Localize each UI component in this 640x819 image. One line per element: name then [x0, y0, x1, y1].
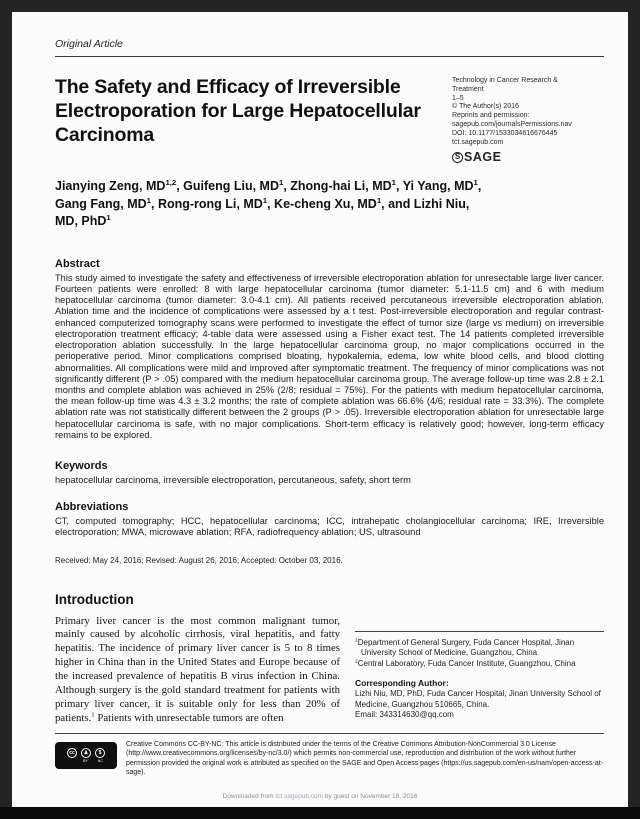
abbreviations-heading: Abbreviations [55, 501, 129, 514]
article-page [12, 12, 628, 807]
author: Rong-rong Li, $MD^1$, [157, 195, 275, 211]
affiliation-superscript: 1 [146, 195, 151, 205]
affiliation-superscript: 1 [262, 195, 268, 205]
cc-icon-row [67, 748, 105, 758]
cc-labels [83, 759, 103, 763]
cc-nc-dollar-icon: $ [95, 748, 105, 758]
sage-s-icon: S [452, 152, 463, 163]
two-column-body [55, 592, 604, 726]
keywords-text: hepatocellular carcinoma, irreversible electroporation, percutaneous, safety, short term [55, 474, 411, 485]
affiliation-superscript: 1 [106, 213, 111, 223]
creative-commons-badge [55, 742, 117, 769]
footnote-rule [355, 631, 604, 632]
citation-superscript: 1 [91, 711, 95, 719]
bottom-black-strip [0, 807, 640, 819]
footer-journal-link[interactable]: tct.sagepub.com [275, 793, 324, 800]
doi-line: DOI: 10.1177/1533034616676445 [452, 129, 558, 137]
sage-wordmark: SAGE [464, 150, 502, 165]
affiliation-superscript: 1 [391, 178, 396, 188]
license-text: Creative Commons CC-BY-NC: This article is distributed under the terms of the Creative Commons Attribution-NonCommercial 3.0 License (http://www.creativecommons.org/licenses/by-nc/3.0/) which permits non-commercial use, reproduction and distribution of the work without further permission provided the original work is attributed as specified on the SAGE and Open Access pages (https://us.sagepub.com/en-us/nam/open-access-at-sage). [126, 740, 604, 776]
journal-info-block [452, 75, 604, 163]
keywords-heading: Keywords [55, 459, 108, 472]
author: Yi Yang, $MD^1$, [402, 178, 482, 194]
download-footer [12, 793, 628, 800]
license-block [55, 740, 604, 778]
affiliation-item: $^2$Central Laboratory, Fuda Cancer Institute, Guangzhou, China [355, 658, 576, 668]
reprints-line: Reprints and permission: [452, 112, 530, 120]
sage-logo [452, 152, 604, 163]
author: Ke-cheng Xu, $MD^1$, [274, 195, 389, 211]
footer-text: by guest on November 18, 2016 [323, 793, 418, 800]
cc-nc-label: NC [97, 759, 103, 764]
author: and Lizhi Niu, MD, PhD$^1$ [55, 196, 470, 229]
article-type-label: Original Article [55, 38, 123, 50]
received-dates-line: Received: May 24, 2016; Revised: August 26, 2016; Accepted: October 03, 2016. [55, 555, 343, 565]
corresponding-author-email[interactable]: Email: 343314630@qq.com [355, 710, 454, 720]
affiliation-superscript: 1 [473, 178, 478, 188]
abbreviations-section [55, 501, 604, 538]
author: Guifeng Liu, $MD^1$, [183, 178, 291, 194]
corresponding-author-text: Lizhi Niu, MD, PhD, Fuda Cancer Hospital, Jinan University School of Medicine, Guangzhou 510665, China. [355, 688, 601, 709]
cc-by-label: BY [83, 759, 88, 764]
corresponding-author-heading: Corresponding Author: [355, 678, 449, 689]
footer-text: Downloaded from [222, 793, 276, 800]
cc-by-person-icon: ♟ [81, 748, 91, 758]
author: Zhong-hai Li, $MD^1$, [290, 178, 403, 194]
author: Gang Fang, $MD^1$, [55, 195, 158, 211]
introduction-paragraph: Primary liver cancer is the most common malignant tumor, mainly caused by alcoholic cirrhosis, viral hepatitis, and fatty hepatitis. The incidence of primary liver cancer is 5 to 8 times higher in China than in the United States and Europe because of the increased prevalence of hepatitis B virus infection in China. Although surgery is the gold standard treatment for patients with primary liver cancer, it is suitable only for less than 20% of patients.$^1$ Patients with unresectable tumors are often [55, 614, 340, 724]
introduction-heading: Introduction [55, 591, 134, 607]
affiliation-item: $^1$Department of General Surgery, Fuda Cancer Hospital, Jinan University School of Medicine, Guangzhou, China [355, 637, 575, 658]
copyright-line: © The Author(s) 2016 [452, 103, 519, 111]
keywords-section [55, 460, 604, 486]
author: Jianying Zeng, MD$^{1,2}$, [55, 178, 184, 194]
abstract-heading: Abstract [55, 257, 100, 270]
page-title: The Safety and Efficacy of Irreversible Electroporation for Large Hepatocellular Carcinoma [55, 76, 421, 146]
author-list [55, 178, 490, 231]
abstract-text: This study aimed to investigate the safety and effectiveness of irreversible electroporation ablation for unresectable large liver cancer. Fourteen patients were enrolled: 8 with large hepatocellular carcinoma (tumor diameter: 5.1-11.5 cm) and 6 with medium hepatocellular carcinoma (tumor diameter: 3.0-4.1 cm). All patients received percutaneous irreversible electroporation ablation. Ablation time and the incidence of complications were assessed by a t test. Post-irreversible electroporation and regular contrast-enhanced computerized tomography scans were performed to investigate the effect of tumor size (large vs medium) on irreversible electroporation treatment efficacy; 4-table data were assessed using a Fisher exact test. The 14 patients completed irreversible electroporation ablation successfully. In the large hepatocellular carcinoma group, no major complications occurred in the perioperative period. Minor complications comprised bloating, hypokalemia, edema, low white blood cells, and blood clotting abnormalities. All complications were mild and improved after symptomatic treatment. The frequency of minor complications was not significantly different (P > .05) compared with the medium hepatocellular carcinoma group. The average follow-up time was 2.8 ± 2.1 months and complete ablation was achieved in 25% (2/8; residual = 75%). For the patients with medium hepatocellular carcinoma, the mean follow-up time was 4.3 ± 3.2 months; the rate of complete ablation was 66.6% (4/6; residual rate = 33.3%). The complete ablation rate was not statistically different between the 2 groups (P > .05). Irreversible electroporation ablation for unresectable large hepatocellular carcinoma is safe, with no major complications. Short-term efficacy is relatively good; however, long-term efficacy remains to be explored. [55, 272, 604, 440]
abstract-section [55, 258, 604, 441]
page-range: 1–5 [452, 94, 464, 102]
masthead [55, 75, 604, 163]
journal-name-line: Treatment [452, 85, 484, 93]
journal-url: tct.sagepub.com [452, 138, 504, 146]
affiliation-superscript: 1,2 [165, 178, 177, 188]
left-column [55, 592, 340, 726]
affiliation-superscript: 1 [279, 178, 284, 188]
abbreviations-text: CT, computed tomography; HCC, hepatocellular carcinoma; ICC, intrahepatic cholangiocellular carcinoma; IRE, Irreversible electroporation; MWA, microwave ablation; RFA, radiofrequency ablation; US, ultrasound [55, 516, 604, 538]
cc-icon: cc [67, 748, 77, 758]
affiliation-superscript: 1 [376, 195, 382, 205]
corresponding-author-block [355, 678, 604, 720]
journal-name-line: Technology in Cancer Research & [452, 77, 558, 84]
header-rule [55, 56, 604, 57]
footnote-column [355, 592, 604, 726]
permissions-url: sagepub.com/journalsPermissions.nav [452, 120, 572, 128]
license-rule [55, 733, 604, 734]
